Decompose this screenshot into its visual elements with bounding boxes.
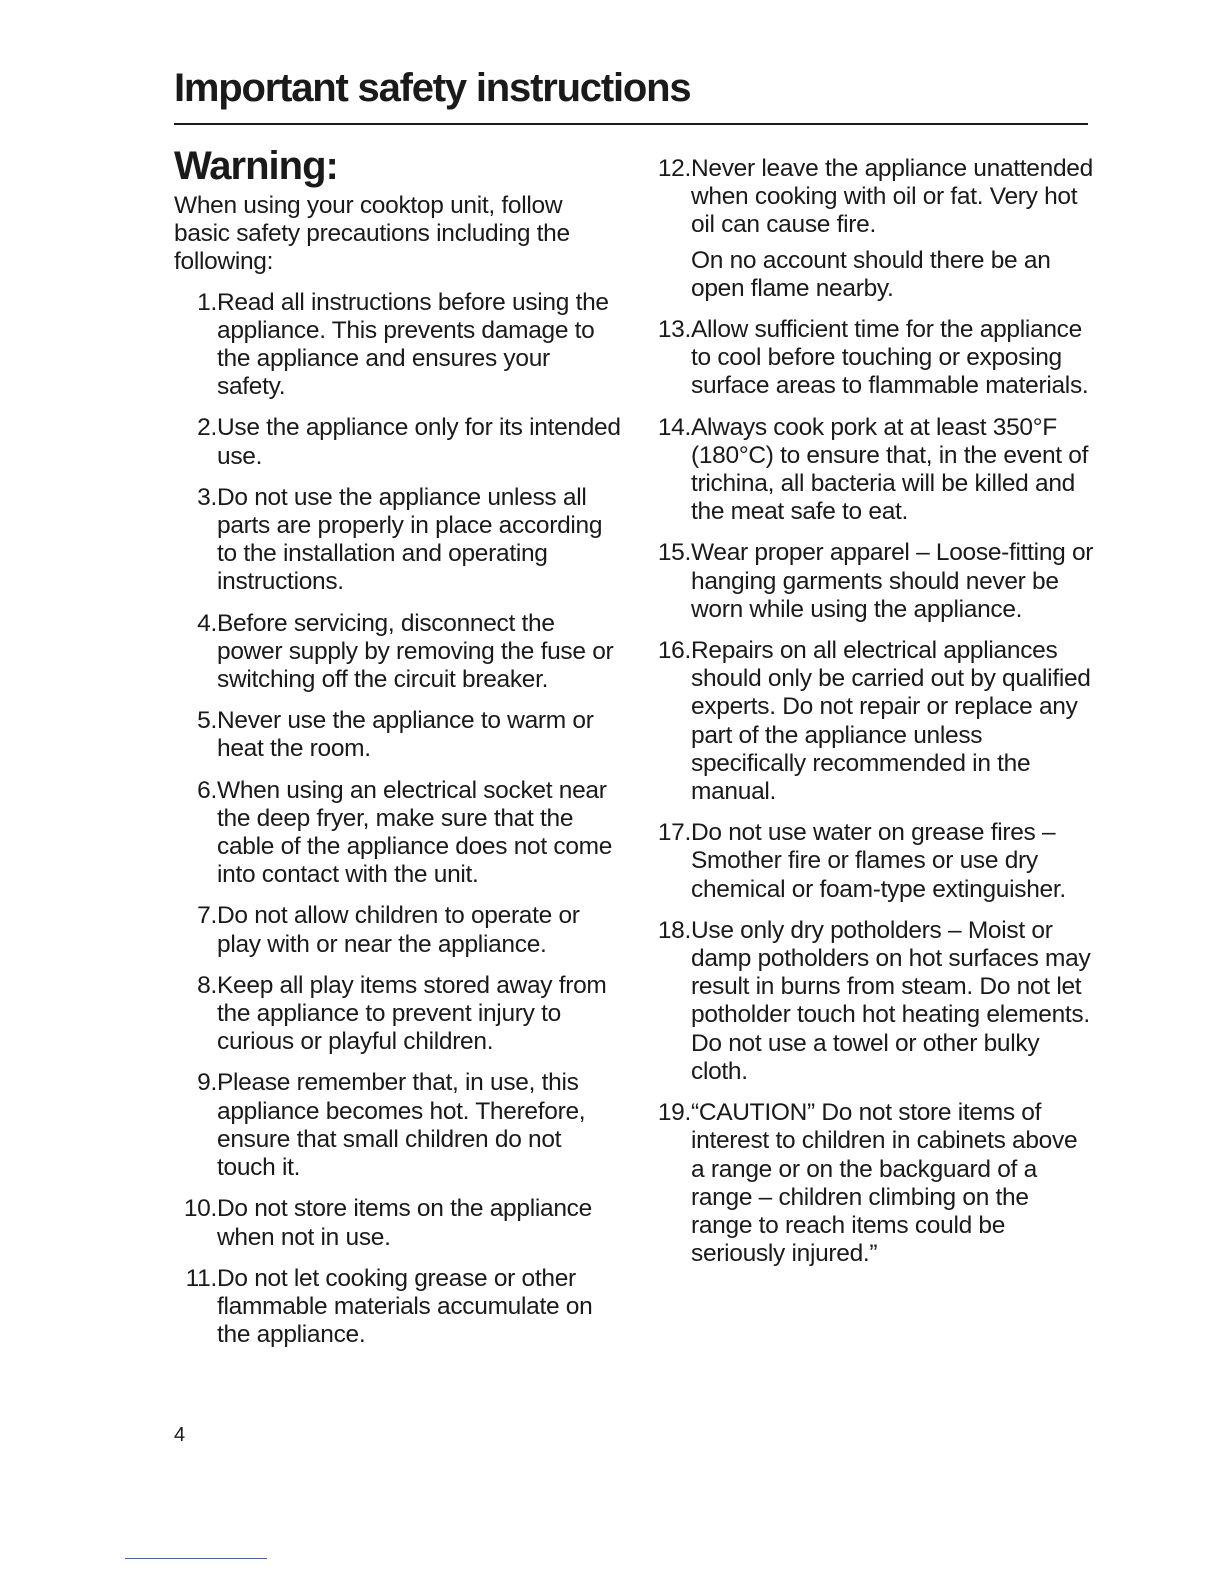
instruction-list-left <box>174 289 624 1350</box>
warning-intro: When using your cooktop unit, follow basic safety precautions including the following: <box>174 192 570 276</box>
item-text: Keep all play items stored away from the appliance to prevent injury to curious or playful children. <box>217 971 607 1056</box>
page-number: 4 <box>174 1424 186 1446</box>
bottom-divider <box>125 1558 267 1559</box>
item-number: 15. <box>657 539 691 567</box>
list-item <box>648 414 1094 527</box>
list-item <box>174 1195 624 1251</box>
item-number: 6. <box>197 776 217 804</box>
list-item <box>648 155 1094 303</box>
list-item <box>648 917 1094 1086</box>
item-number: 18. <box>657 916 691 944</box>
item-text: Repairs on all electrical appliances should only be carried out by qualified experts. Do not repair or replace any part of the appliance unless specifically recommended in the manual. <box>691 637 1091 806</box>
item-number: 19. <box>657 1099 691 1127</box>
list-item <box>174 484 624 597</box>
list-item <box>174 972 624 1057</box>
item-text: Do not let cooking grease or other flammable materials accumulate on the appliance. <box>217 1264 593 1349</box>
item-text: Never use the appliance to warm or heat the room. <box>217 707 594 763</box>
title-divider <box>174 123 1088 125</box>
item-text: Never leave the appliance unattended when cooking with oil or fat. Very hot oil can cause fire. <box>691 155 1093 239</box>
item-text-continued: On no account should there be an open flame nearby. <box>691 246 1051 302</box>
item-number: 4. <box>197 609 217 637</box>
item-number: 8. <box>197 971 217 999</box>
item-number: 3. <box>197 483 217 511</box>
item-number: 7. <box>197 902 217 930</box>
list-item <box>174 777 624 890</box>
list-item <box>648 539 1094 624</box>
item-number: 12. <box>657 155 691 182</box>
warning-heading: Warning: <box>174 144 338 188</box>
item-text: Do not use water on grease fires – Smother fire or flames or use dry chemical or foam-type extinguisher. <box>691 819 1066 903</box>
list-item <box>648 1099 1094 1268</box>
item-text: Use the appliance only for its intended use. <box>217 414 621 470</box>
item-text: Read all instructions before using the appliance. This prevents damage to the appliance and ensures your safety. <box>217 288 609 401</box>
item-number: 14. <box>657 413 691 441</box>
item-number: 2. <box>197 414 217 442</box>
item-text: Before servicing, disconnect the power supply by removing the fuse or switching off the circuit breaker. <box>217 609 614 694</box>
item-number: 10. <box>183 1195 217 1223</box>
item-text: “CAUTION” Do not store items of interest to children in cabinets above a range or on the backguard of a range – children climbing on the range to reach items could be seriously injured.” <box>691 1099 1078 1268</box>
item-number: 17. <box>657 819 691 847</box>
list-item <box>174 414 624 470</box>
list-item <box>174 289 624 402</box>
right-column <box>648 155 1094 1281</box>
list-item <box>174 1069 624 1182</box>
item-text: When using an electrical socket near the deep fryer, make sure that the cable of the appliance does not come into contact with the unit. <box>217 776 613 889</box>
item-text: Do not use the appliance unless all parts are properly in place according to the installation and operating instructions. <box>217 483 603 596</box>
page-title: Important safety instructions <box>174 66 691 110</box>
item-number: 9. <box>197 1069 217 1097</box>
item-number: 5. <box>197 707 217 735</box>
list-item <box>174 902 624 958</box>
item-text: Do not store items on the appliance when not in use. <box>217 1195 592 1251</box>
item-text: Use only dry potholders – Moist or damp potholders on hot surfaces may result in burns from steam. Do not let potholder touch hot heating elements. Do not use a towel or other bulky cloth. <box>691 916 1091 1085</box>
item-text: Please remember that, in use, this appliance becomes hot. Therefore, ensure that small children do not touch it. <box>217 1069 586 1182</box>
list-item <box>174 610 624 695</box>
list-item <box>174 1265 624 1350</box>
item-text: Wear proper apparel – Loose-fitting or hanging garments should never be worn while using the appliance. <box>691 539 1094 623</box>
item-text: Allow sufficient time for the appliance to cool before touching or exposing surface areas to flammable materials. <box>691 316 1089 400</box>
item-text: Do not allow children to operate or play with or near the appliance. <box>217 902 580 958</box>
list-item <box>648 637 1094 806</box>
item-text: Always cook pork at at least 350°F (180°C) to ensure that, in the event of trichina, all bacteria will be killed and the meat safe to eat. <box>691 413 1089 526</box>
left-column <box>174 142 624 1362</box>
item-number: 11. <box>185 1264 217 1292</box>
list-item <box>648 819 1094 904</box>
item-number: 13. <box>657 316 691 344</box>
item-number: 1. <box>197 288 217 316</box>
list-item <box>648 316 1094 401</box>
instruction-list-right <box>648 155 1094 1268</box>
list-item <box>174 707 624 763</box>
item-number: 16. <box>657 637 691 665</box>
